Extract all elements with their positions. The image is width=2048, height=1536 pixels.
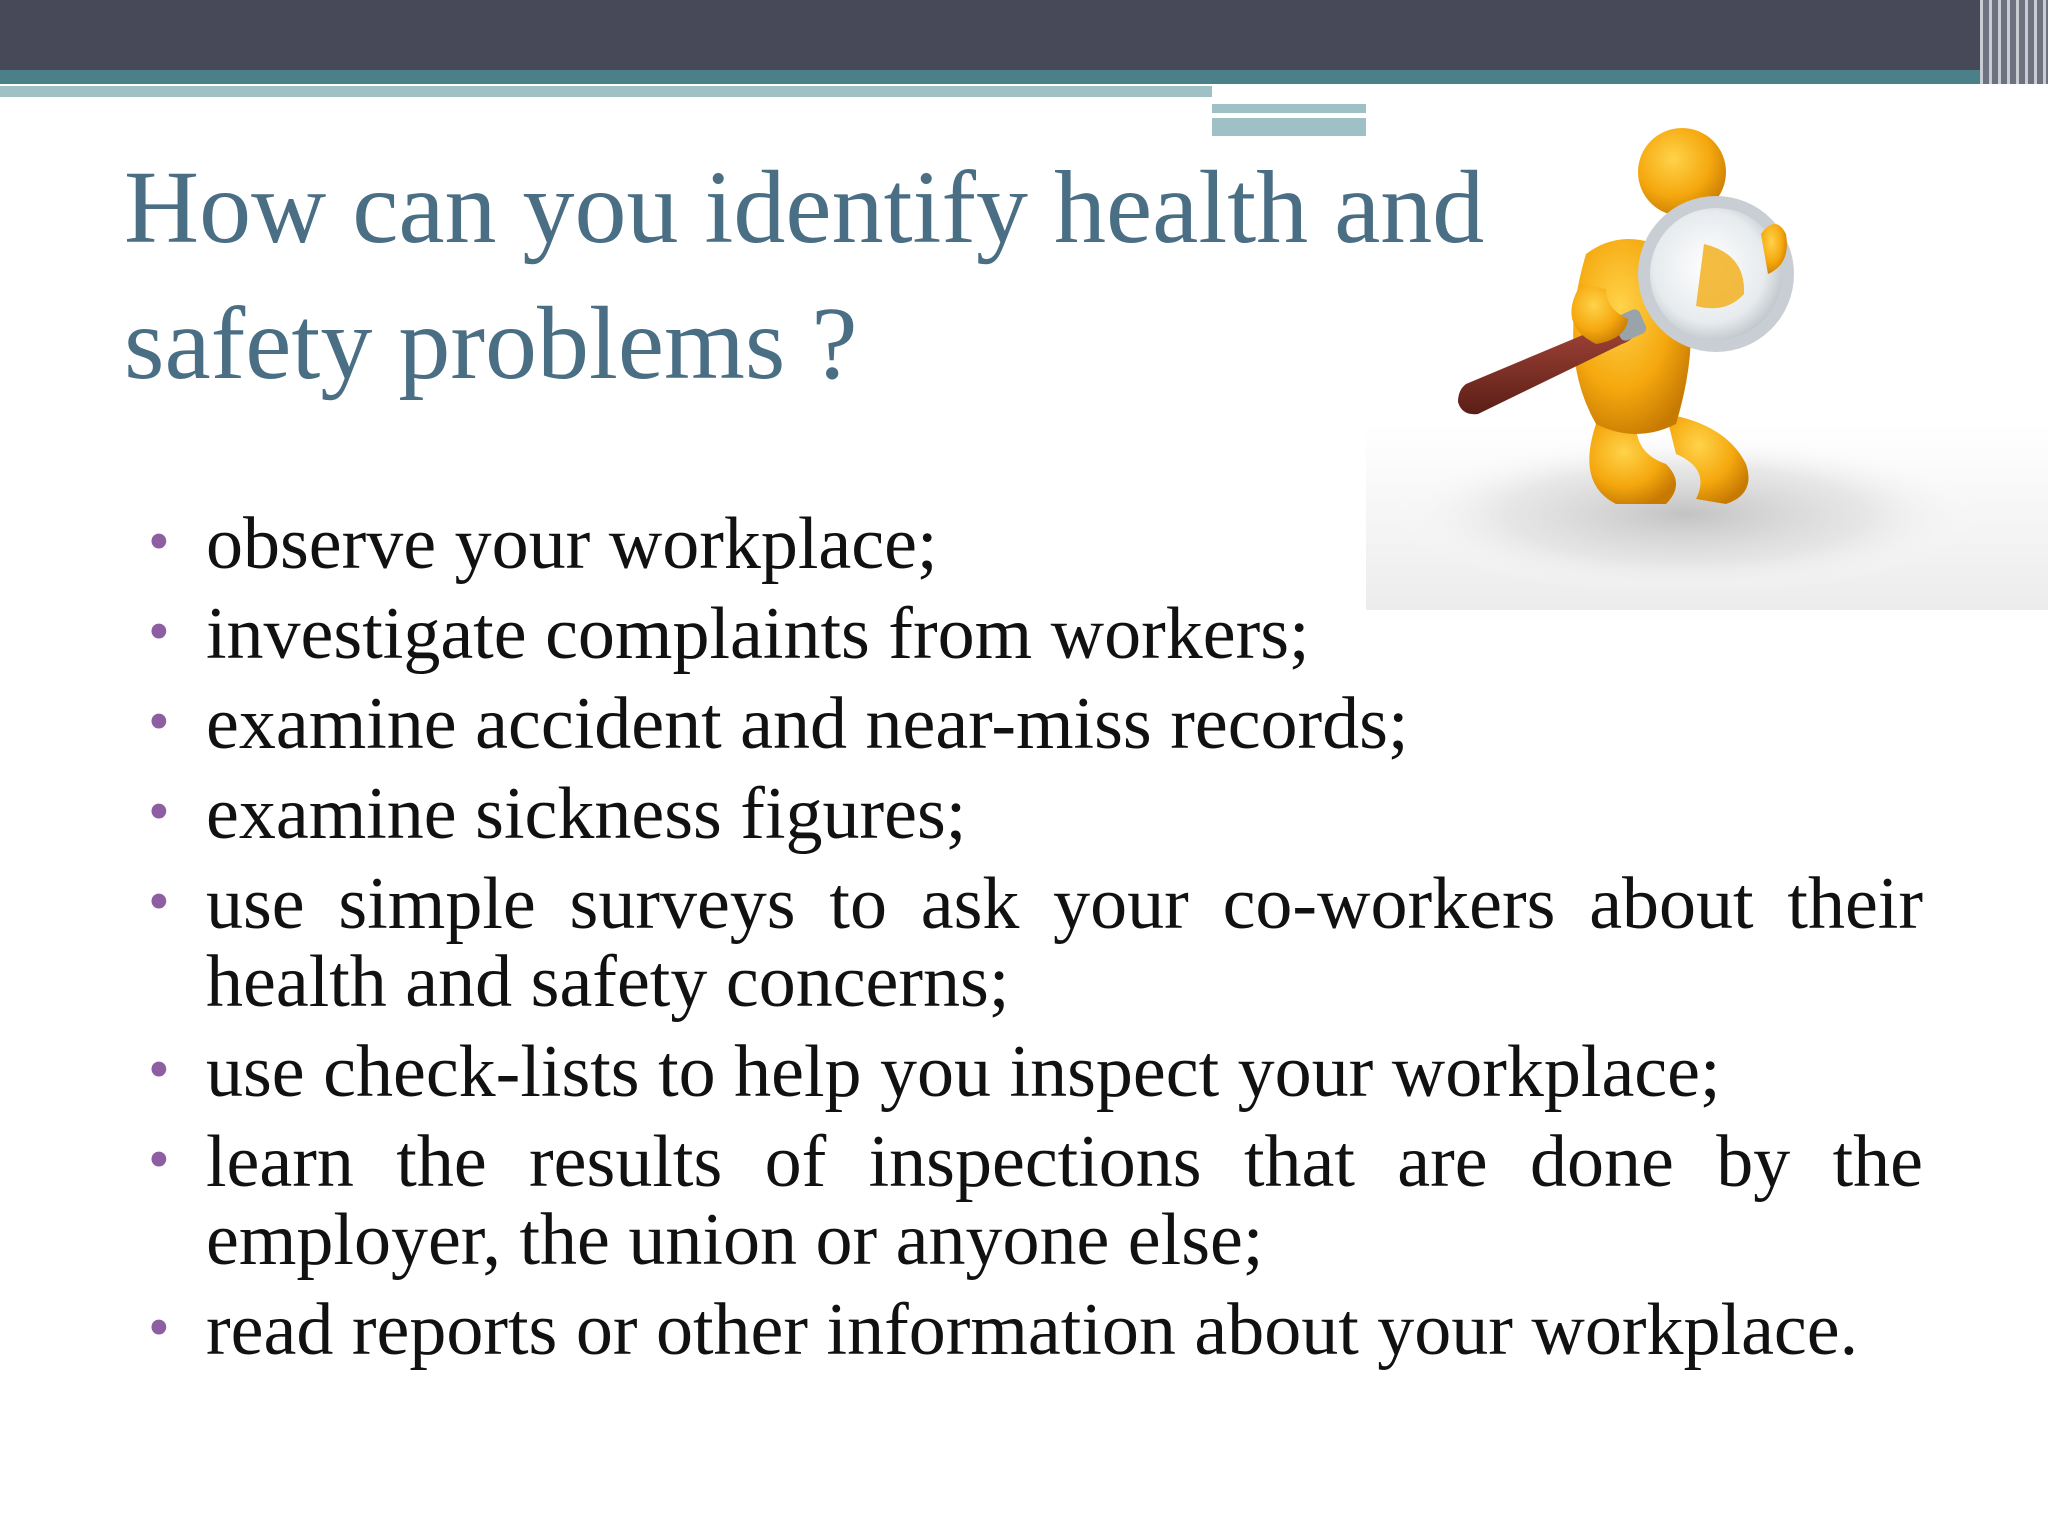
header-tab-notch	[1212, 84, 1366, 104]
slide-title: How can you identify health and safety problems ?	[124, 150, 1485, 401]
list-item-text: observe your workplace;	[206, 503, 938, 585]
header-tab-line	[1212, 104, 1366, 113]
list-item-text: read reports or other information about your workplace.	[206, 1289, 1859, 1371]
list-item	[148, 775, 1923, 853]
header-band-teal	[0, 70, 2048, 84]
header-stripes	[1980, 0, 2048, 84]
list-item-text: use simple surveys to ask your co-workers about their health and safety concerns;	[206, 863, 1923, 1023]
list-item	[148, 505, 1923, 583]
list-item	[148, 865, 1923, 1021]
list-item-text: examine accident and near-miss records;	[206, 683, 1409, 765]
list-item	[148, 685, 1923, 763]
list-item	[148, 1033, 1923, 1111]
list-item-text: use check-lists to help you inspect your workplace;	[206, 1031, 1721, 1113]
list-item-text: learn the results of inspections that are done by the employer, the union or anyone else;	[206, 1121, 1923, 1281]
list-item-text: examine sickness figures;	[206, 773, 967, 855]
header-tab-line	[1212, 118, 1366, 136]
list-item	[148, 1123, 1923, 1279]
header-band-dark	[0, 0, 2048, 70]
list-item-text: investigate complaints from workers;	[206, 593, 1310, 675]
list-item	[148, 1291, 1923, 1369]
header-band-light	[0, 86, 1212, 97]
bullet-list	[148, 505, 1923, 1381]
list-item	[148, 595, 1923, 673]
